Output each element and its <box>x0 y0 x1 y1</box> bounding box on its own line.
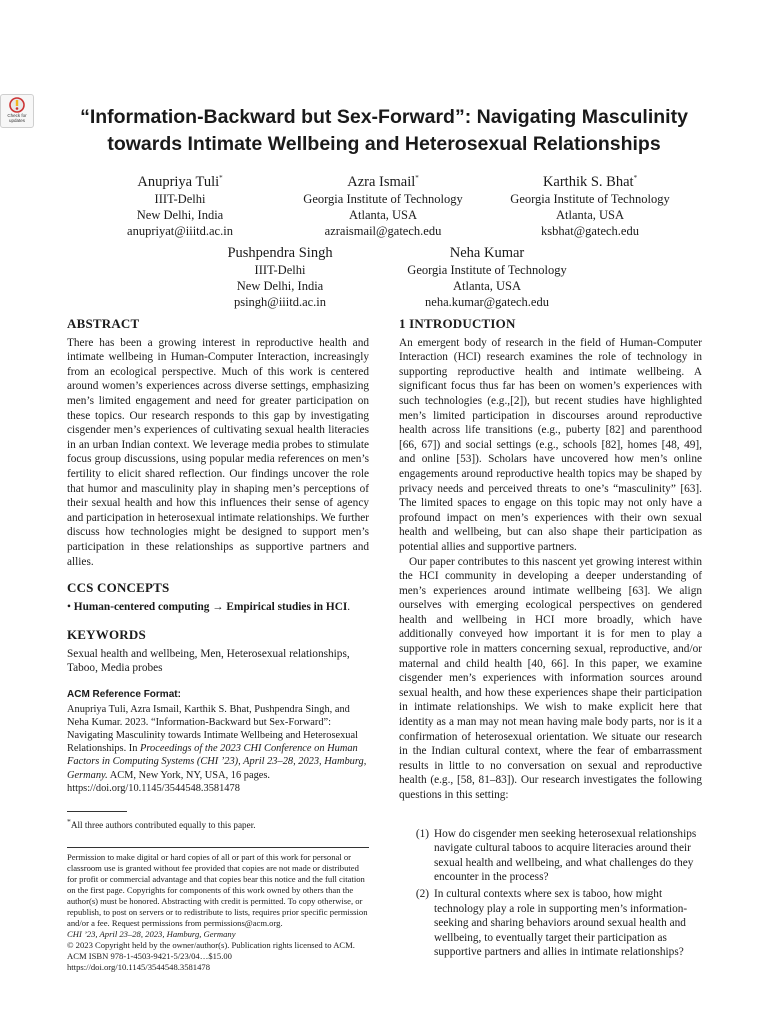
author-email[interactable]: ksbhat@gatech.edu <box>541 223 639 238</box>
ccs-concept: Human-centered computing <box>73 600 210 613</box>
left-column <box>67 317 369 973</box>
author-affiliation: IIIT-Delhi <box>254 263 306 277</box>
permission-copyright: © 2023 Copyright held by the owner/author(s). Publication rights licensed to ACM. <box>67 940 355 951</box>
research-question <box>399 827 702 885</box>
author-affiliation: IIIT-Delhi <box>154 191 206 206</box>
author-email[interactable]: anupriyat@iiitd.ac.in <box>127 223 233 238</box>
author-name: Neha Kumar <box>449 245 525 261</box>
ccs-end: . <box>347 600 351 613</box>
footnote-text: All three authors contributed equally to this paper. <box>70 820 256 831</box>
author-affiliation: Georgia Institute of Technology <box>303 191 463 206</box>
author-email[interactable]: azraismail@gatech.edu <box>324 223 442 238</box>
ccs-bullet: • <box>67 600 71 613</box>
right-column <box>399 317 702 960</box>
author-block <box>490 169 690 239</box>
author-location: New Delhi, India <box>236 279 324 293</box>
author-location: Atlanta, USA <box>348 207 418 222</box>
author-name: Azra Ismail <box>347 173 416 190</box>
badge-text-line1: Check for <box>7 113 27 118</box>
ccs-heading: CCS CONCEPTS <box>67 580 170 596</box>
author-block <box>387 244 587 310</box>
keywords-heading: KEYWORDS <box>67 627 146 643</box>
permission-doi[interactable]: https://doi.org/10.1145/3544548.3581478 <box>67 962 210 973</box>
author-affiliation: Georgia Institute of Technology <box>510 191 670 206</box>
intro-paragraph-1: An emergent body of research in the field of Human-Computer Interaction (HCI) research examines the role of technology in supporting reproductive health and intimate wellbeing. A significant focus thus far has been on women’s experiences with such technologies (e.g.,[2]), but recent studies have highlighted men’s limited participation in discourses around reproductive health across life transitions (e.g., puberty [82] and parenthood [66, 67]) and social settings (e.g., schools [82], homes [48, 49], and online [53]). Scholars have uncovered how men’s online engagements around reproductive health topics may be shaped by privacy needs and perceived threats to one’s “masculinity” [63]. The limited spaces to engage on this topic may not only have a profound impact on men’s experiences with their own sexual health and wellbeing, but can also shape their participation as potential allies and supportive partners. <box>399 336 702 553</box>
author-location: New Delhi, India <box>136 207 224 222</box>
author-block <box>283 169 483 239</box>
permission-venue: CHI ’23, April 23–28, 2023, Hamburg, Germany <box>67 929 236 940</box>
reference-text-venue: Proceedings of the 2023 CHI Conference on Human Factors in Computing Systems (CHI ’23), April 23–28, 2023, Hamburg, Germany. <box>67 743 367 781</box>
research-question-text: How do cisgender men seeking heterosexual relationships navigate cultural taboos to acquire literacies around their sexual health and wellbeing, and what challenges do they encounter in the process? <box>434 827 697 884</box>
author-mark: * <box>633 174 638 182</box>
author-mark: * <box>415 174 419 182</box>
ccs-subconcept: Empirical studies in HCI <box>226 600 348 613</box>
author-affiliation: Georgia Institute of Technology <box>407 263 567 277</box>
ccs-arrow: → <box>212 600 224 613</box>
author-block <box>90 169 270 239</box>
author-name: Karthik S. Bhat <box>542 173 634 190</box>
research-question-number: (2) <box>415 887 429 900</box>
reference-text <box>67 703 369 795</box>
keywords-text: Sexual health and wellbeing, Men, Heterosexual relationships, Taboo, Media probes <box>67 647 350 675</box>
footnote-divider <box>67 811 127 812</box>
research-question <box>399 887 702 960</box>
abstract-heading: ABSTRACT <box>67 316 140 331</box>
introduction-heading: 1 INTRODUCTION <box>399 316 516 331</box>
permission-divider <box>67 847 369 848</box>
author-name: Pushpendra Singh <box>227 245 333 261</box>
permission-text: Permission to make digital or hard copies of all or part of this work for personal or classroom use is granted without fee provided that copies are not made or distributed for profit or commercial advantage and that copies bear this notice and the full citation on the first page. Copyrights for components of this work owned by others than the author(s) must be honored. Abstracting with credit is permitted. To copy otherwise, or republish, to post on servers or to redistribute to lists, requires prior specific permission and/or a fee. Request permissions from permissions@acm.org. <box>67 852 368 929</box>
reference-heading: ACM Reference Format: <box>67 689 181 701</box>
footnote-mark: * <box>67 817 71 827</box>
author-name: Anupriya Tuli <box>137 173 220 190</box>
reference-text-a: Anupriya Tuli, Azra Ismail, Karthik S. Bhat, Pushpendra Singh, and Neha Kumar. 2023. “Information-Backward but Sex-Forward”: Navigating Masculinity towards Intimate Wellbeing and Heterosexual Relationships. In <box>67 703 358 755</box>
author-email[interactable]: psingh@iiitd.ac.in <box>233 295 327 309</box>
footnote <box>67 816 369 831</box>
research-question-text: In cultural contexts where sex is taboo, how might technology play a role in supporting men’s information-seeking and sharing behaviors around sexual health and wellbeing, to eventually target their participation as supportive partners and allies in intimate relationships? <box>434 887 688 959</box>
author-email[interactable]: neha.kumar@gatech.edu <box>425 295 549 309</box>
author-mark: * <box>219 174 223 182</box>
author-block <box>190 244 370 310</box>
ccs-concepts <box>67 600 369 615</box>
abstract-text: There has been a growing interest in reproductive health and intimate wellbeing in Human-Computer Interaction, increasingly from an ecological perspective. Much of this work is centered around women’s experiences across diverse settings, emphasizing men’s limited engagement and need for greater participation on these topics. Our research responds to this gap by investigating cisgender men’s experiences of cultivating sexual health literacies in an urban Indian context. We leverage media probes to stimulate focus group discussions, using popular media references on men’s fertility to elicit shared reflection. Our findings uncover the role that humor and masculinity play in shaping men’s perceptions of their sexual health and how this influences their sense of agency and participation in heterosexual intimate relationships. We further discuss how technologies might be designed to support men’s participation in these relationships as supportive partners and allies. <box>67 336 369 568</box>
paper-title: “Information-Backward but Sex-Forward”: Navigating Masculinity towards Intimate Wellbeing and Heterosexual Relationships <box>80 106 688 155</box>
intro-paragraph-2: Our paper contributes to this nascent yet growing interest within the HCI community in developing a deeper understanding of men’s experiences around intimate wellbeing [63]. We align ourselves with emerging ecological perspectives on gendered health and wellbeing in HCI more broadly, which have additionally conveyed how important it is for men to play a supportive role in matters concerning sexual, reproductive, and/or maternal and child health [40, 66]. In this paper, we examine cisgender men’s experiences with information sources around sexual health, and how these experiences shape their participation in intimate relationships. We wish to make explicit here that identity as a man may not mean having male body parts, nor is it a confirmation of heterosexual orientation. We situate our research in the Indian cultural context, where the fear of embarrassment results in little to no conversation on sexual and reproductive health (e.g., [58, 81–83]). Our research investigates the following questions in this setting: <box>399 555 702 801</box>
reference-text-c[interactable]: ACM, New York, NY, USA, 16 pages. https://doi.org/10.1145/3544548.3581478 <box>67 769 271 794</box>
permission-isbn: ACM ISBN 978-1-4503-9421-5/23/04…$15.00 <box>67 951 232 962</box>
author-location: Atlanta, USA <box>452 279 522 293</box>
check-for-updates-badge[interactable] <box>0 94 34 128</box>
badge-text-line2: updates <box>8 118 25 123</box>
badge-text <box>7 113 26 123</box>
research-question-number: (1) <box>415 827 429 840</box>
crossmark-icon <box>9 97 25 113</box>
author-location: Atlanta, USA <box>555 207 625 222</box>
